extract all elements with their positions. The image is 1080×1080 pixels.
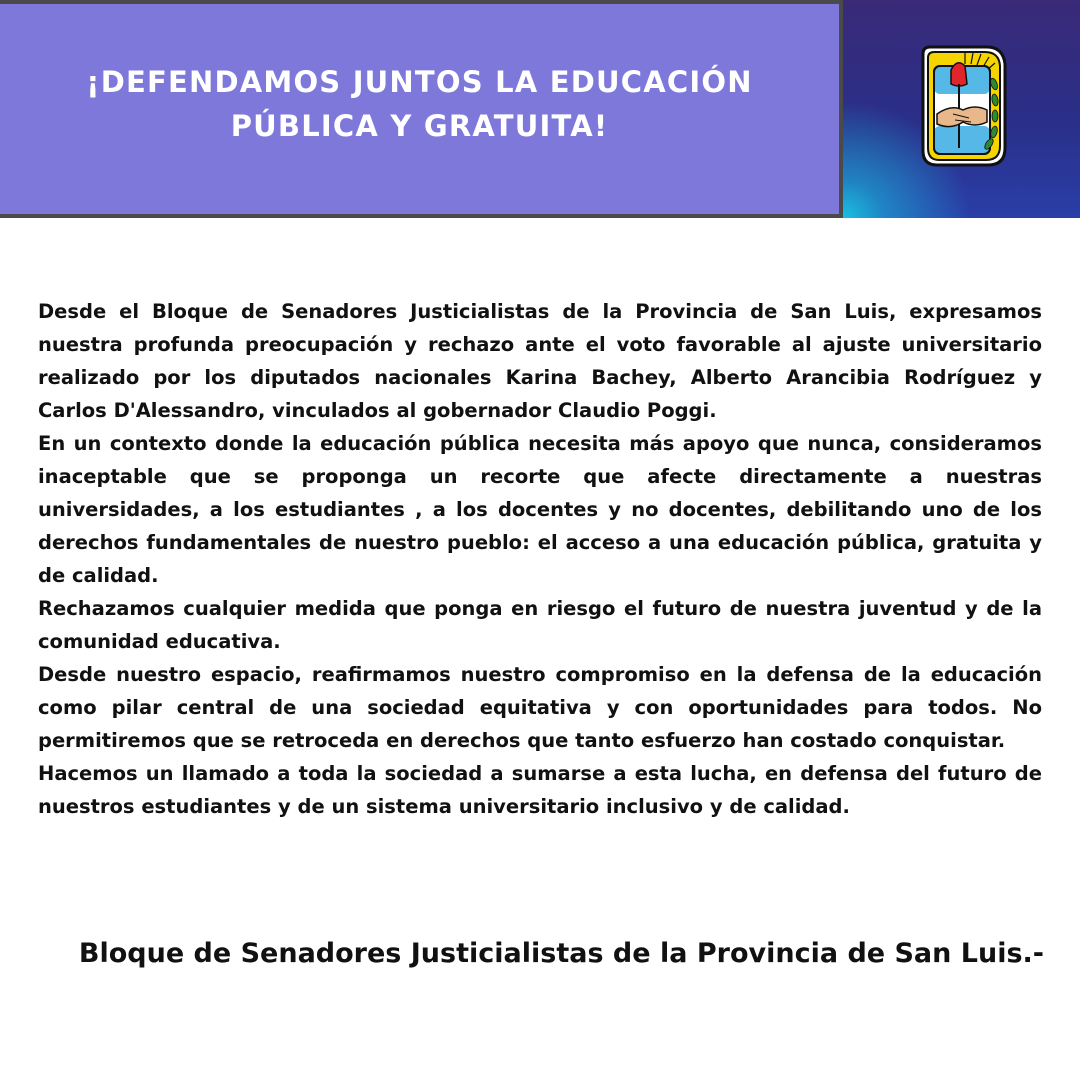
- header-title-line-2: PÚBLICA Y GRATUITA!: [230, 109, 609, 143]
- paragraph-5: Hacemos un llamado a toda la sociedad a sumarse a esta lucha, en defensa del futuro de nuestros estudiantes y de un sistema universitario inclusivo y de calidad.: [38, 762, 1042, 818]
- header-banner: [0, 0, 843, 218]
- paragraph-1: Desde el Bloque de Senadores Justicialistas de la Provincia de San Luis, expresamos nuestra profunda preocupación y rechazo ante el voto favorable al ajuste universitario realizado por los diputados nacionales Karina Bachey, Alberto Arancibia Rodríguez y Carlos D'Alessandro, vinculados al gobernador Claudio Poggi.: [38, 300, 1042, 422]
- header-title: [40, 60, 800, 148]
- paragraph-2: En un contexto donde la educación pública necesita más apoyo que nunca, consideramos inaceptable que se proponga un recorte que afecte directamente a nuestras universidades, a los estudiantes , a los docentes y no docentes, debilitando uno de los derechos fundamentales de nuestro pueblo: el acceso a una educación pública, gratuita y de calidad.: [38, 432, 1042, 587]
- logo-panel: [843, 0, 1080, 218]
- header-title-line-1: ¡DEFENDAMOS JUNTOS LA EDUCACIÓN: [86, 65, 753, 99]
- paragraph-3: Rechazamos cualquier medida que ponga en riesgo el futuro de nuestra juventud y de la comunidad educativa.: [38, 597, 1042, 653]
- justicialist-party-shield-icon: [917, 44, 1009, 168]
- signature: Bloque de Senadores Justicialistas de la Provincia de San Luis.-: [78, 938, 1044, 969]
- paragraph-4: Desde nuestro espacio, reafirmamos nuestro compromiso en la defensa de la educación como pilar central de una sociedad equitativa y con oportunidades para todos. No permitiremos que se retroceda en derechos que tanto esfuerzo han costado conquistar.: [38, 663, 1042, 752]
- statement-body: [38, 295, 1042, 823]
